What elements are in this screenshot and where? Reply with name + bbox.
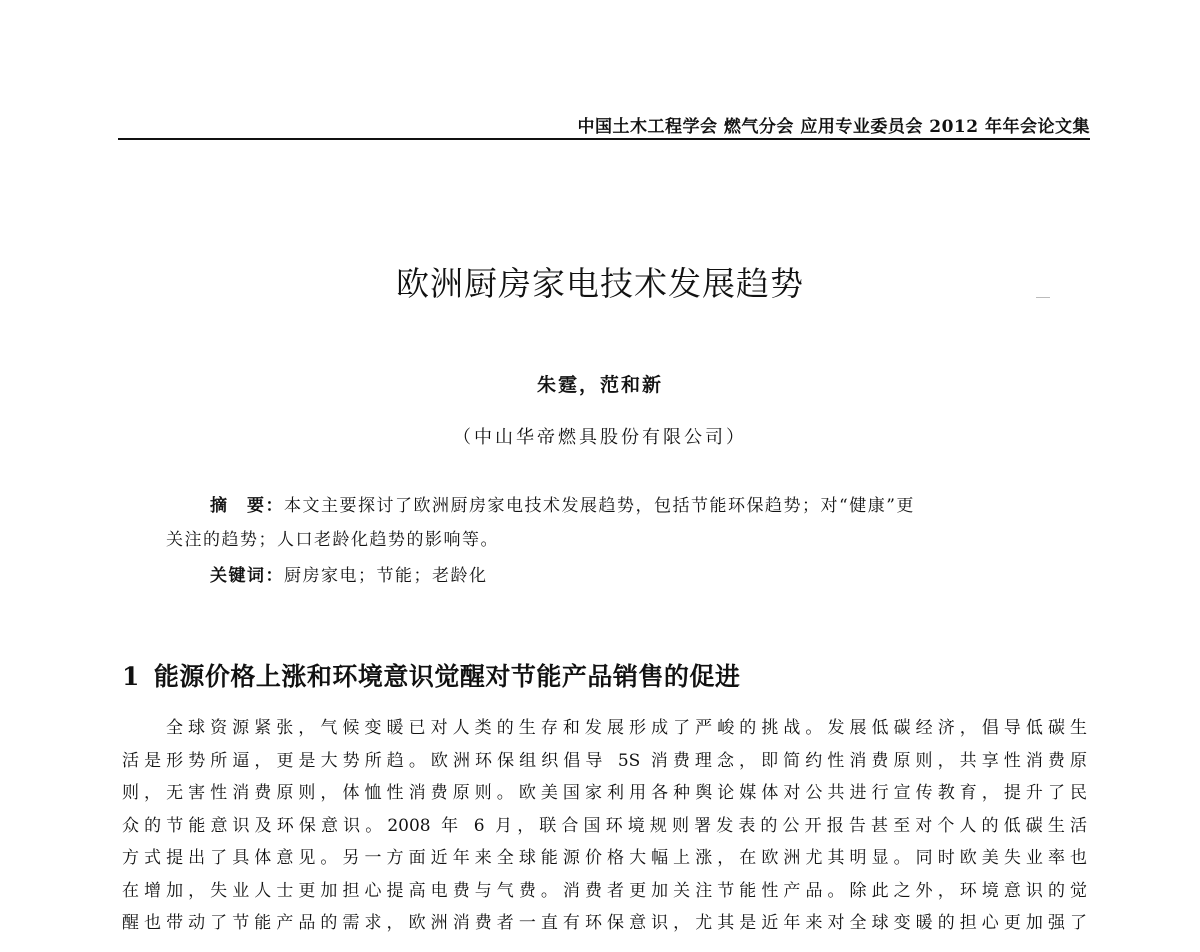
section-number: 1: [122, 662, 140, 691]
keywords: [210, 561, 488, 586]
body-line: 活是形势所逼，更是大势所趋。欧洲环保组织倡导 5S 消费理念，即简约性消费原则，共享性消费原: [122, 750, 1087, 771]
body-line: 全球资源紧张，气候变暖已对人类的生存和发展形成了严峻的挑战。发展低碳经济，倡导低碳生: [166, 718, 1087, 738]
header-rule: [118, 138, 1090, 140]
abstract-line-1: [166, 489, 1046, 523]
keywords-label: 关键词：: [210, 566, 284, 586]
running-header: 中国土木工程学会 燃气分会 应用专业委员会 2012 年年会论文集: [577, 117, 1090, 137]
body-line: 则，无害性消费原则，体恤性消费原则。欧美国家利用各种舆论媒体对公共进行宣传教育，提升了民: [122, 783, 1087, 803]
section-title: 能源价格上涨和环境意识觉醒对节能产品销售的促进: [153, 662, 741, 691]
body-line: 在增加，失业人士更加担心提高电费与气费。消费者更加关注节能性产品。除此之外，环境意识的觉: [122, 880, 1087, 901]
authors: 朱霆，范和新: [536, 374, 663, 396]
body-line: 众的节能意识及环保意识。2008 年 6 月，联合国环境规则署发表的公开报告甚至对个人的低碳生活: [122, 815, 1087, 836]
scan-speck: [1036, 297, 1050, 298]
keywords-text: 厨房家电；节能；老龄化: [284, 566, 488, 586]
body-line: 醒也带动了节能产品的需求，欧洲消费者一直有环保意识，尤其是近年来对全球变暖的担心更加强了: [122, 913, 1087, 933]
section-body: [122, 712, 1087, 940]
abstract-text-1: 本文主要探讨了欧洲厨房家电技术发展趋势，包括节能环保趋势；对“健康”更: [284, 496, 915, 516]
abstract-label: 摘 要：: [210, 496, 284, 516]
section-heading: [122, 657, 740, 693]
abstract-text-2: 关注的趋势；人口老龄化趋势的影响等。: [166, 530, 499, 550]
paper-title: 欧洲厨房家电技术发展趋势: [396, 264, 804, 303]
body-line: 方式提出了具体意见。另一方面近年来全球能源价格大幅上涨，在欧洲尤其明显。同时欧美失业率也: [122, 848, 1087, 868]
affiliation: （中山华帝燃具股份有限公司）: [453, 427, 747, 448]
abstract: [166, 489, 1046, 557]
